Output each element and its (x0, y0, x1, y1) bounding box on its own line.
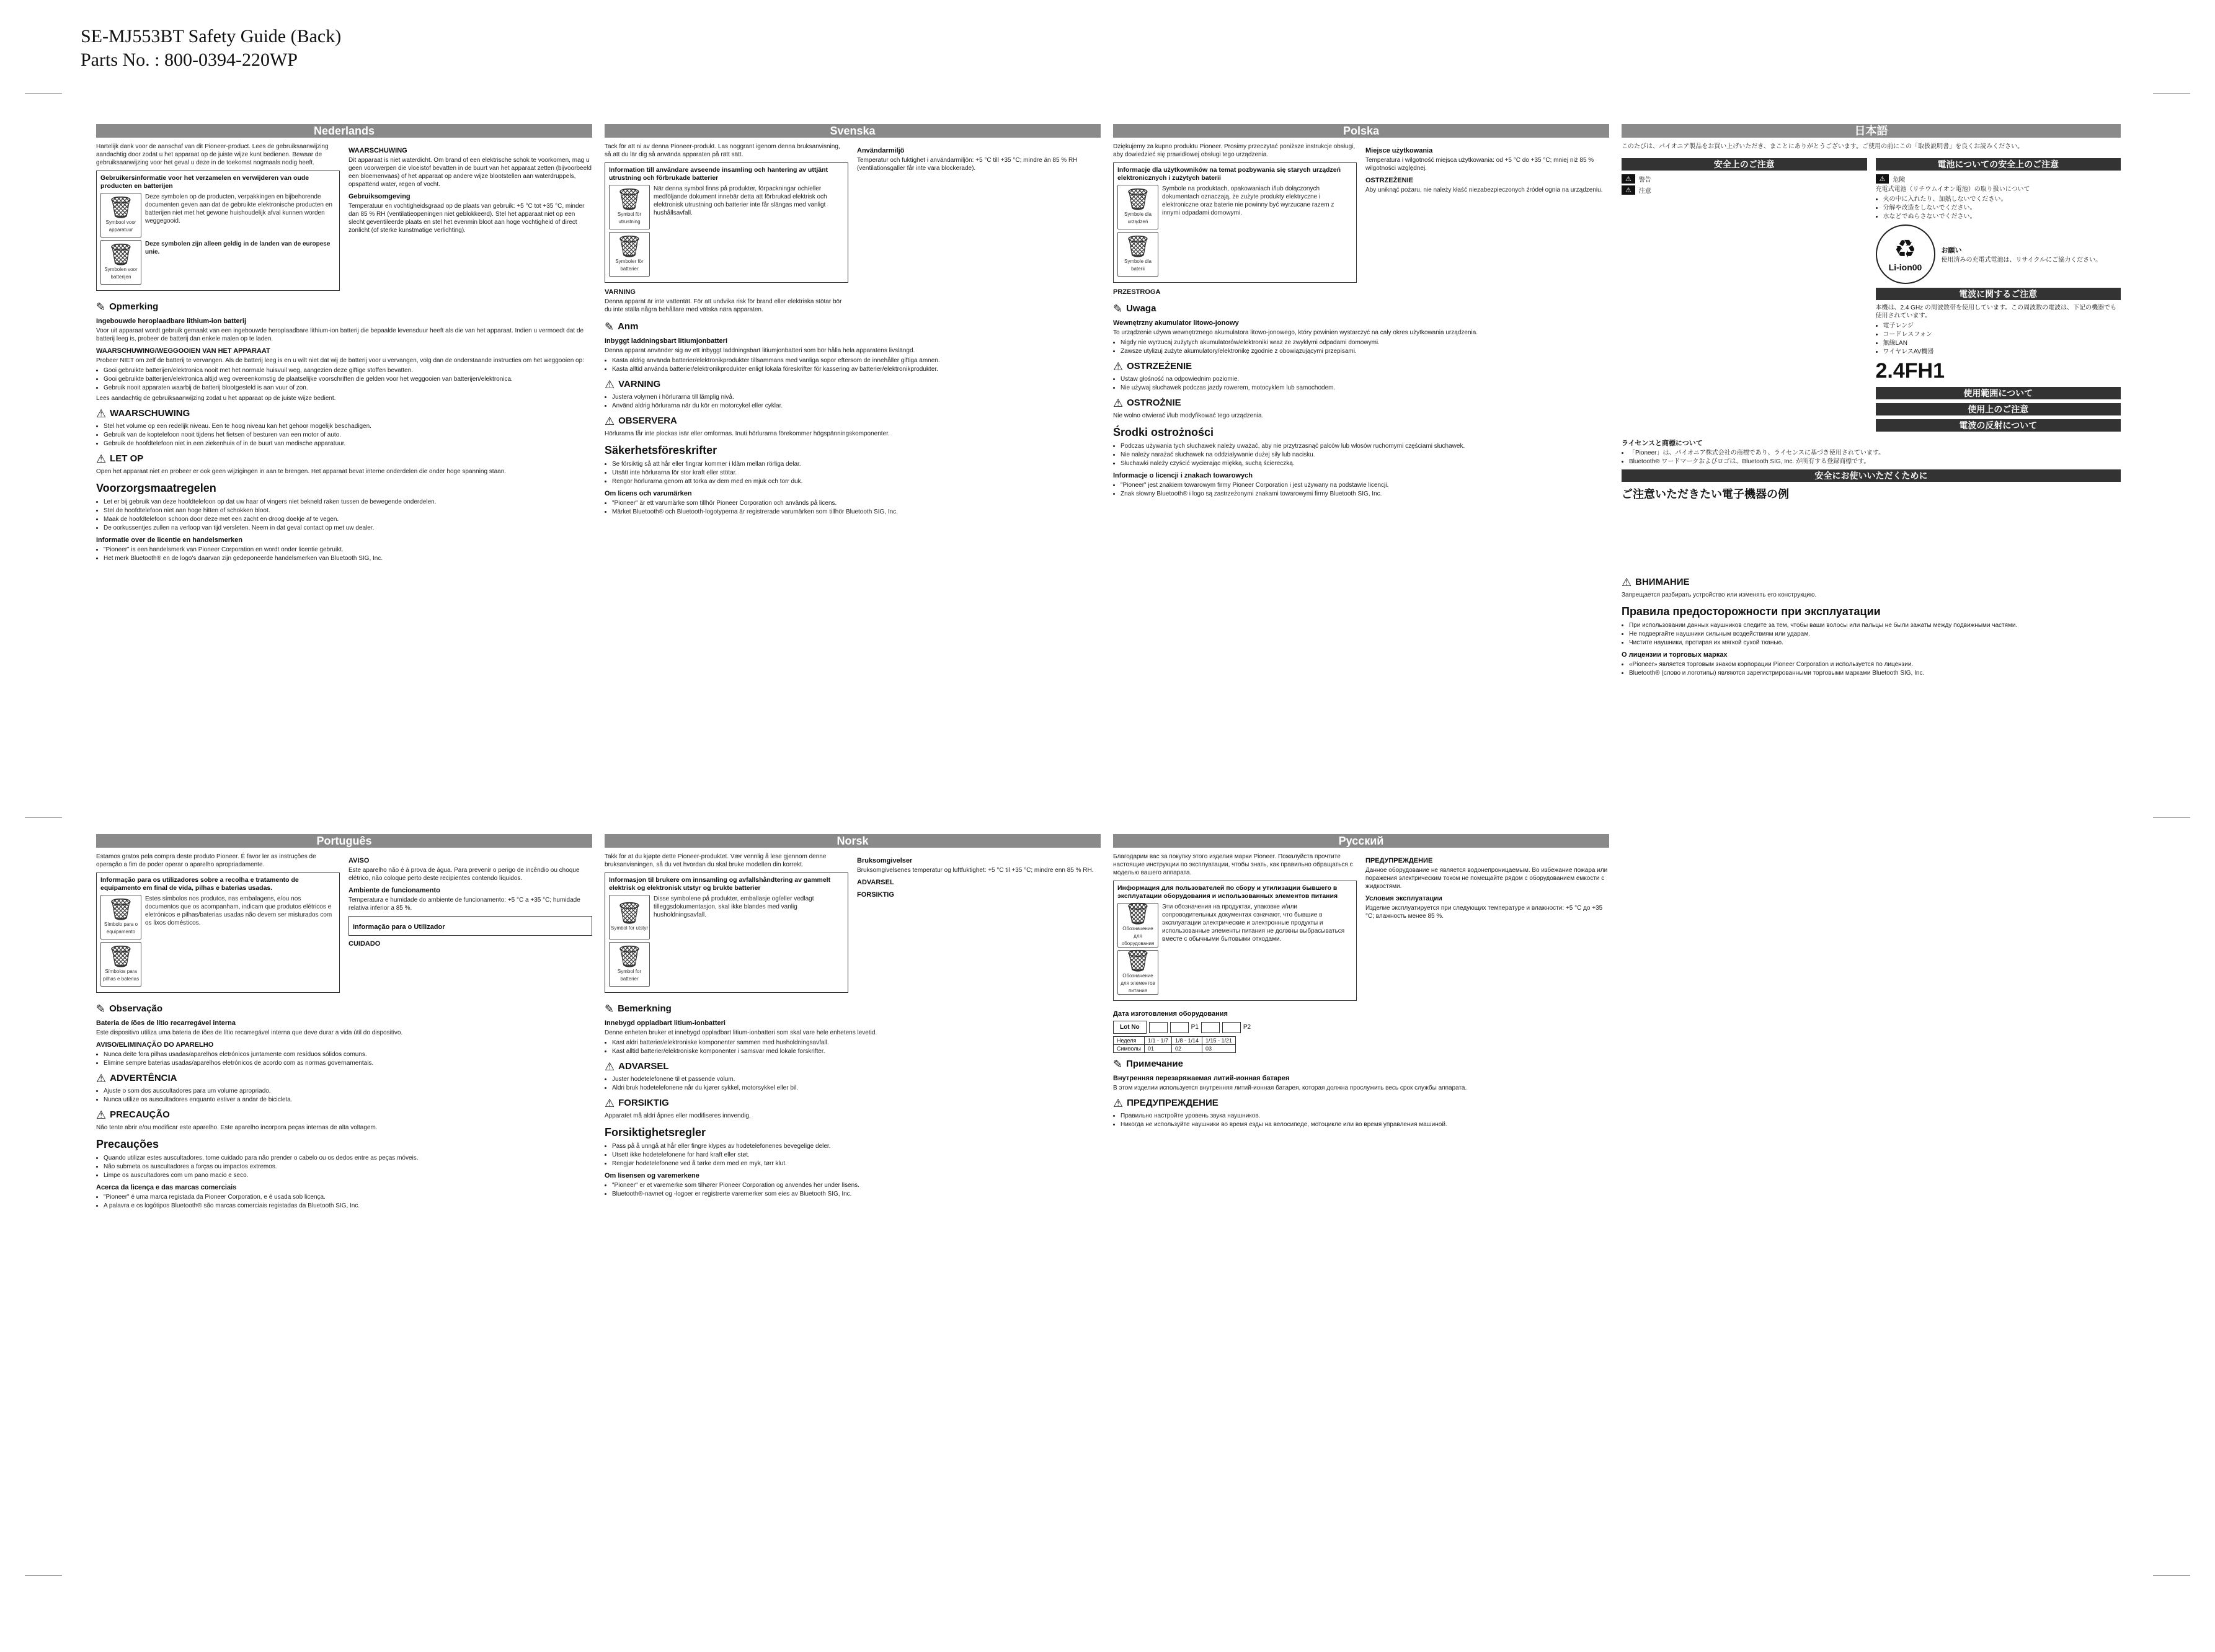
caution-text: Hörlurarna får inte plockas isär eller omformas. Inuti hörlurarna förekommer högspänningskomponenter. (605, 430, 890, 437)
warning-list (96, 422, 592, 448)
reflection-banner: 電波の反射について (1876, 419, 2121, 432)
list-item: • Znak słowny Bluetooth® i logo są zastrzeżonymi znakami towarowymi firmy Bluetooth SIG, Inc. (1121, 490, 1609, 498)
crossed-bin-icon: 🗑 Symbool voor apparatuur (100, 193, 141, 238)
precautions-heading: Forsiktighetsregler (605, 1126, 706, 1139)
ru-caution-text: Запрещается разбирать устройство или изменять его конструкцию. (1622, 592, 1817, 598)
environment-title: Gebruiksomgeving (348, 193, 411, 200)
list-item: • Słuchawki należy czyścić wycierając miękką, suchą ściereczką. (1121, 460, 1609, 468)
disposal-info-box (96, 171, 340, 291)
warning-list (605, 1075, 1101, 1092)
panel-svenska (605, 124, 1101, 806)
note-icon: ✎ (605, 1003, 615, 1015)
list-item: • Stel de hoofdtelefoon niet aan hoge hitten of schokken bloot. (104, 507, 592, 515)
document-header (81, 25, 341, 72)
battery-subtitle: Ingebouwde heroplaadbare lithium-ion batterij (96, 318, 247, 325)
disposal-subtitle: WAARSCHUWING/WEGGOOIEN VAN HET APPARAAT (96, 347, 270, 355)
disposal-info-box (96, 873, 340, 993)
warning-triangle-icon: ⚠ (1113, 360, 1124, 373)
warning-triangle-icon: ⚠ (1622, 576, 1632, 588)
list-item: • Gooi gebruikte batterijen/elektronica altijd weg overeenkomstig de plaatselijke voorschriften die gelden voor het weggooien van batterijen/elektronica. (104, 375, 592, 383)
disposal-list (605, 1039, 1101, 1055)
license-list (96, 1193, 592, 1210)
list-item: • Nie używaj słuchawek podczas jazdy rowerem, motocyklem lub samochodem. (1121, 384, 1609, 392)
crossed-bin-icon: 🗑 Symbole dla urządzeń (1117, 185, 1158, 229)
list-item: • 電子レンジ (1883, 322, 2121, 330)
box-text: Эти обозначения на продуктах, упаковке и/или сопроводительных документах означают, что бывшие в эксплуатации электрические и электронные продукты и использованные элементы питания не должны выбрасываться вместе с обычными бытовыми отходами. (1162, 904, 1345, 943)
note-heading: ✎ Observação (96, 1003, 162, 1015)
list-item: • Het merk Bluetooth® en de logo's daarvan zijn gedeponeerde handelsmerken van Bluetooth SIG, Inc. (104, 554, 592, 562)
list-item: • Nunca deite fora pilhas usadas/aparelhos eletrónicos juntamente com resíduos sólidos comuns. (104, 1050, 592, 1059)
list-item: • Не подвергайте наушники сильным воздействиям или ударам. (1629, 630, 2121, 638)
warning-triangle-icon: ⚠ (605, 378, 615, 391)
list-item: • Let er bij gebruik van deze hoofdtelefoon op dat uw haar of vingers niet bekneld raken tussen de bewegende onderdelen. (104, 498, 592, 506)
caution-heading: ⚠ OSTROŻNIE (1113, 397, 1181, 409)
ru-license-list (1622, 660, 2121, 677)
p1-label: P1 (1191, 1024, 1199, 1031)
list-item: • Não submeta os auscultadores a forças ou impactos extremos. (104, 1163, 592, 1171)
crop-mark-top-right (2153, 93, 2190, 94)
battery-subtitle: Bateria de íões de lítio recarregável interna (96, 1019, 236, 1027)
precautions-list (605, 1142, 1101, 1168)
battery-subtitle: Внутренняя перезаряжаемая литий-ионная батарея (1113, 1075, 1290, 1082)
list-item: • Aldri bruk hodetelefonene når du kjører sykkel, motorsykkel eller bil. (612, 1084, 1101, 1092)
list-item: • При использовании данных наушников следите за тем, чтобы ваши волосы или пальцы не были зажаты между подвижными частями. (1629, 621, 2121, 629)
list-item: • Правильно настройте уровень звука наушников. (1121, 1112, 1609, 1120)
danger-sign: ⚠ 危険 (1876, 174, 2121, 184)
usage-banner: 使用上のご注意 (1876, 403, 2121, 415)
warning-title: AVISO (348, 857, 370, 864)
box-title: Information till användare avseende insamling och hantering av uttjänt utrustning och förbrukade batterier (609, 166, 828, 182)
note-icon: ✎ (1113, 303, 1123, 315)
warning-list (1113, 1112, 1609, 1129)
list-item: • Rengör hörlurarna genom att torka av dem med en mjuk och torr duk. (612, 477, 1101, 486)
disposal-subtitle: AVISO/ELIMINAÇÃO DO APARELHO (96, 1041, 214, 1049)
panel-header: Русский (1113, 834, 1609, 848)
lot-cell (1222, 1022, 1241, 1033)
license-subtitle: Informatie over de licentie en handelsmerken (96, 536, 242, 544)
note-heading: ✎ Anm (605, 321, 639, 333)
license-list (96, 546, 592, 562)
panel-japanese (1622, 124, 2121, 1569)
document-title: SE-MJ553BT Safety Guide (Back) (81, 26, 342, 47)
crop-mark-top-left (25, 93, 62, 94)
list-item: • "Pioneer" jest znakiem towarowym firmy Pioneer Corporation i jest używany na podstawie licencji. (1121, 481, 1609, 489)
note-icon: ✎ (1113, 1058, 1123, 1070)
battery-text: Denne enheten bruker et innebygd oppladbart litium-ionbatteri som skal vare hele enhetens levetid. (605, 1029, 877, 1036)
ru-caution-heading: ⚠ ВНИМАНИЕ (1622, 576, 1690, 588)
list-item: • Märket Bluetooth® och Bluetooth-logotyperna är registrerade varumärken som tillhör Bluetooth SIG, Inc. (612, 508, 1101, 516)
danger-text: 充電式電池（リチウムイオン電池）の取り扱いについて (1875, 186, 2030, 193)
p2-label: P2 (1243, 1024, 1251, 1031)
warning-sign: ⚠ 警告 (1622, 174, 1867, 184)
list-item: • Kast alltid batterier/elektroniske komponenter i samsvar med lokale forskrifter. (612, 1047, 1101, 1055)
radio-text: 本機は、2.4 GHz の周波数帯を使用しています。この周波数の電波は、下記の機器でも使用されています。 (1875, 304, 2117, 319)
list-item: • Justera volymen i hörlurarna till lämplig nivå. (612, 393, 1101, 401)
recycle-icon: ♻ Li-ion00 (1876, 224, 1935, 284)
battery-bin-icon: 🗑 Symbole dla baterii (1117, 232, 1158, 277)
list-item: • Juster hodetelefonene til et passende volum. (612, 1075, 1101, 1083)
frequency-label: 2.4FH1 (1875, 359, 1945, 383)
warning-list (96, 1087, 592, 1104)
license-subtitle: Om lisensen og varemerkene (605, 1172, 699, 1179)
environment-text: Temperatur och fuktighet i användarmiljön: +5 °C till +35 °C; mindre än 85 % RH (ventilationsgaller får inte vara blockerade). (857, 157, 1078, 172)
list-item: • 水などでぬらさないでください。 (1883, 213, 2121, 221)
intro-text: Hartelijk dank voor de aanschaf van dit Pioneer-product. Lees de gebruiksaanwijzing aandachtig door zodat u het apparaat op de juiste wijze kunt bedienen. Bewaar de gebruiksaanwijzing voor het geval u deze in de toekomst nogmaals nodig heeft. (96, 143, 329, 166)
manufacture-date-title: Дата изготовления оборудования (1113, 1010, 1228, 1018)
battery-list (1876, 195, 2121, 221)
disposal-info-box (605, 873, 848, 993)
list-item: • Kasta alltid använda batterier/elektronikprodukter enligt lokala föreskrifter för kassering av batterier/elektronikprodukter. (612, 365, 1101, 373)
warning-text: Este aparelho não é à prova de água. Para prevenir o perigo de incêndio ou choque elétrico, não coloque perto deste recipientes contendo líquidos. (348, 867, 580, 882)
warning-triangle-icon: ⚠ (96, 407, 107, 420)
environment-title: Användarmiljö (857, 147, 905, 154)
intro-text: Takk for at du kjøpte dette Pioneer-produktet. Vær vennlig å lese gjennom denne bruksanvisningen, så du vet hvordan du skal bruke modellen din korrekt. (605, 853, 827, 868)
list-item: • Zawsze utylizuj zużyte akumulatory/elektronikę zgodnie z obowiązującymi przepisami. (1121, 347, 1609, 355)
environment-title: Условия эксплуатации (1365, 895, 1442, 902)
box-title: Informação para os utilizadores sobre a recolha e tratamento de equipamento em final de vida, pilhas e baterias usadas. (100, 876, 299, 892)
disposal-text: Probeer NIET om zelf de batterij te vervangen. Als de batterij leeg is en u wilt niet dat wij de batterij voor u vervangen, volg dan de onderstaande instructies om het weggooien op: (96, 357, 584, 364)
note-icon: ✎ (96, 301, 106, 313)
caution-heading: ⚠ LET OP (96, 453, 144, 465)
disposal-info-box (605, 162, 848, 283)
list-item: • "Pioneer" er et varemerke som tilhører Pioneer Corporation og anvendes her under lisens. (612, 1181, 1101, 1189)
license-subtitle: Informacje o licencji i znakach towarowych (1113, 472, 1253, 479)
list-item: • Ajuste o som dos auscultadores para um volume apropriado. (104, 1087, 592, 1095)
warning-title: ADVARSEL (857, 879, 894, 886)
caution-text: Nie wolno otwierać i/lub modyfikować tego urządzenia. (1113, 412, 1264, 419)
crossed-bin-icon: 🗑 Symbol for utstyr (609, 895, 650, 939)
list-item: • Stel het volume op een redelijk niveau. Een te hoog niveau kan het gehoor mogelijk beschadigen. (104, 422, 592, 430)
list-item: • Använd aldrig hörlurarna när du kör en motorcykel eller cyklar. (612, 402, 1101, 410)
warning-heading: ⚠ ADVARSEL (605, 1060, 669, 1073)
caution-title: FORSIKTIG (857, 891, 894, 899)
list-item: • Bluetooth® (слово и логотипы) являются зарегистрированными торговыми марками Bluetooth SIG, Inc. (1629, 669, 2121, 677)
list-item: • Kast aldri batterier/elektroniske komponenter sammen med husholdningsavfall. (612, 1039, 1101, 1047)
caution-title: CUIDADO (348, 940, 381, 948)
precautions-heading: Środki ostrożności (1113, 426, 1214, 438)
list-item: • Ustaw głośność na odpowiednim poziomie. (1121, 375, 1609, 383)
list-item: • "Pioneer" is een handelsmerk van Pioneer Corporation en wordt onder licentie gebruikt. (104, 546, 592, 554)
list-item: • Maak de hoofdtelefoon schoon door deze met een zacht en droog doekje af te vegen. (104, 515, 592, 523)
license-subtitle: Om licens och varumärken (605, 490, 692, 497)
note-icon: ✎ (96, 1003, 106, 1015)
table-row: Неделя 1/1 - 1/7 1/8 - 1/14 1/15 - 1/21 (1114, 1037, 1236, 1045)
disposal-info-box (1113, 881, 1357, 1001)
caution-heading: ⚠ OBSERVERA (605, 415, 677, 427)
crossed-bin-icon: 🗑 Symbol för utrustning (609, 185, 650, 229)
crop-mark-middle-left (25, 817, 62, 818)
list-item: • Se försiktig så att hår eller fingrar kommer i kläm mellan rörliga delar. (612, 460, 1101, 468)
battery-text: Voor uit apparaat wordt gebruik gemaakt van een ingebouwde heroplaadbare lithium-ion batterij die bepaalde levensduur heeft als die van het apparaat. Indien u vermoedt dat de batterij leeg is, probeer de batterij dan enkele malen op te laden. (96, 327, 584, 342)
battery-bin-icon: 🗑 Símbolos para pilhas e baterias (100, 942, 141, 987)
warning-triangle-icon: ⚠ (96, 1072, 107, 1085)
list-item: • Quando utilizar estes auscultadores, tome cuidado para não prender o cabelo ou os dedos entre as peças móveis. (104, 1154, 592, 1162)
warning-triangle-icon: ⚠ (96, 1109, 107, 1121)
box-title: Информация для пользователей по сбору и утилизации бывшего в эксплуатации оборудования и использованных элементов питания (1117, 884, 1338, 900)
list-item: • Gebruik de hoofdtelefoon niet in een ziekenhuis of in de buurt van medische apparatuur. (104, 440, 592, 448)
note-heading: ✎ Примечание (1113, 1058, 1183, 1070)
list-item: • Gebruik van de koptelefoon nooit tijdens het fietsen of besturen van een motor of auto. (104, 431, 592, 439)
list-item: • Utsett ikke hodetelefonene for hard kraft eller støt. (612, 1151, 1101, 1159)
range-banner: 使用範囲について (1876, 387, 2121, 399)
ru-precautions-heading: Правила предосторожности при эксплуатации (1622, 605, 1881, 618)
license-list (1113, 481, 1609, 498)
radio-banner: 電波に関するご注意 (1876, 288, 2121, 300)
box-text: Symbole na produktach, opakowaniach i/lub dołączonych dokumentach oznaczają, że zużyte produkty elektryczne i elektroniczne oraz baterie nie powinny być wyrzucane razem z innymi odpadami domowymi. (1162, 185, 1334, 216)
panel-header: Svenska (605, 124, 1101, 138)
intro-text: Estamos gratos pela compra deste produto Pioneer. É favor ler as instruções de operação a fim de poder operar o aparelho apropriadamente. (96, 853, 316, 868)
list-item: • Gebruik nooit apparaten waarbij de batterij blootgesteld is aan vuur of zon. (104, 384, 592, 392)
list-item: • 火の中に入れたり、加熱しないでください。 (1883, 195, 2121, 203)
intro-text: Tack för att ni av denna Pioneer-produkt. Las noggrant igenom denna bruksanvisning, så att du lär dig så använda apparaten på rätt sätt. (605, 143, 840, 158)
license-subtitle: ライセンスと商標について (1622, 440, 1703, 447)
note-heading: ✎ Uwaga (1113, 303, 1156, 315)
note-heading: ✎ Bemerkning (605, 1003, 672, 1015)
warning-triangle-icon: ⚠ (1622, 185, 1635, 195)
warning-list (605, 393, 1101, 410)
environment-text: Bruksomgivelsenes temperatur og luftfuktighet: +5 °C til +35 °C; mindre enn 85 % RH. (857, 867, 1094, 874)
environment-title: Bruksomgivelser (857, 857, 913, 864)
precautions-list (1113, 442, 1609, 468)
crop-mark-bottom-right (2153, 1575, 2190, 1576)
disposal-list (96, 1050, 592, 1067)
crop-mark-bottom-left (25, 1575, 62, 1576)
intro-text: このたびは、パイオニア製品をお買い上げいただき、まことにありがとうございます。ご使用の前にこの「取扱説明書」を良くお読みください。 (1622, 143, 2024, 150)
crop-mark-middle-right (2153, 817, 2190, 818)
safety-banner: 安全上のご注意 (1622, 158, 1867, 171)
panel-header: 日本語 (1622, 124, 2121, 138)
intro-text: Благодарим вас за покупку этого изделия марки Pioneer. Пожалуйста прочтите настоящие инструкции по эксплуатации, чтобы знать, как правильно обращаться с моделью вашего аппарата. (1113, 853, 1353, 876)
battery-bin-icon: 🗑 Обозначение для элементов питания (1117, 950, 1158, 995)
battery-text: Denna apparat använder sig av ett inbyggt laddningsbart litiumjonbatteri som bör hålla hela apparatens livslängd. (605, 347, 915, 354)
list-item: • Pass på å unngå at hår eller fingre klypes av hodetelefonenes bevegelige deler. (612, 1142, 1101, 1150)
warning-list (1113, 375, 1609, 392)
precautions-list (96, 1154, 592, 1179)
battery-subtitle: Inbyggt laddningsbart litiumjonbatteri (605, 337, 727, 345)
box-text: Disse symbolene på produkter, emballasje og/eller vedlagt tilleggsdokumentasjon, skal ikke blandes med vanlig husholdningsavfall. (654, 895, 814, 918)
warning-heading: ⚠ WAARSCHUWING (96, 407, 190, 420)
box-text-2: Deze symbolen zijn alleen geldig in de landen van de europese unie. (145, 241, 331, 255)
list-item: • Nigdy nie wyrzucaj zużytych akumulatorów/elektroniki wraz ze zwykłymi odpadami domowymi. (1121, 339, 1609, 347)
list-item: • Bluetooth®-navnet og -logoer er registrerte varemerker som eies av Bluetooth SIG, Inc. (612, 1190, 1101, 1198)
safe-use-banner: 安全にお使いいただくために (1622, 469, 2121, 482)
table-row: Символы 01 02 03 (1114, 1045, 1236, 1053)
battery-bin-icon: 🗑 Symboler för batterier (609, 232, 650, 277)
list-item: • De oorkussentjes zullen na verloop van tijd versleten. Neem in dat geval contact op met uw dealer. (104, 524, 592, 532)
ru-license-subtitle: О лицензии и торговых марках (1622, 651, 1728, 659)
list-item: • Никогда не используйте наушники во время езды на велосипеде, мотоцикле или во время управления машиной. (1121, 1121, 1609, 1129)
panel-header: Português (96, 834, 592, 848)
list-item: • Elimine sempre baterias usadas/aparelhos eletrónicos de acordo com as normas governamentais. (104, 1059, 592, 1067)
list-item: • "Pioneer" är ett varumärke som tillhör Pioneer Corporation och används på licens. (612, 499, 1101, 507)
device-examples-heading: ご注意いただきたい電子機器の例 (1622, 488, 1789, 500)
environment-text: Изделие эксплуатируется при следующих температуре и влажности: +5 °C до +35 °C; влажность менее 85 %. (1365, 905, 1603, 920)
note-icon: ✎ (605, 321, 615, 333)
note-heading: ✎ Opmerking (96, 301, 159, 313)
license-list (605, 499, 1101, 516)
warning-triangle-icon: ⚠ (605, 415, 615, 427)
caution-sign: ⚠ 注意 (1622, 185, 1867, 195)
caution-text: Não tente abrir e/ou modificar este aparelho. Este aparelho incorpora peças internas de alta voltagem. (96, 1124, 378, 1131)
warning-triangle-icon: ⚠ (1113, 1097, 1124, 1109)
warning-title: VARNING (605, 288, 636, 296)
disposal-list (1113, 339, 1609, 355)
panel-header: Nederlands (96, 124, 592, 138)
environment-text: Temperatura e humidade do ambiente de funcionamento: +5 °C a +35 °C; humidade relativa inferior a 85 %. (348, 897, 580, 912)
license-subtitle: Acerca da licença e das marcas comerciais (96, 1184, 237, 1191)
list-item: • "Pioneer" é uma marca registada da Pioneer Corporation, e é usada sob licença. (104, 1193, 592, 1201)
environment-text: Temperatura i wilgotność miejsca użytkowania: od +5 °C do +35 °C; mniej niż 85 % wilgotności względnej. (1365, 157, 1594, 172)
precautions-list (605, 460, 1101, 486)
panel-header: Polska (1113, 124, 1609, 138)
list-item: • 無線LAN (1883, 339, 2121, 347)
disposal-info-box (1113, 162, 1357, 283)
user-info-box: Informação para o Utilizador (348, 916, 592, 936)
battery-safety-banner: 電池についての安全上のご注意 (1876, 158, 2121, 171)
caution-heading: ⚠ PRECAUÇÃO (96, 1109, 170, 1121)
warning-heading: ⚠ ПРЕДУПРЕЖДЕНИЕ (1113, 1097, 1218, 1109)
warning-heading: ⚠ VARNING (605, 378, 661, 391)
battery-text: To urządzenie używa wewnętrznego akumulatora litowo-jonowego, który powinien wystarczyć na cały okres użytkowania urządzenia. (1113, 329, 1478, 336)
crossed-bin-icon: 🗑 Обозначение для оборудования (1117, 903, 1158, 948)
box-title: Informacje dla użytkowników na temat pozbywania się starych urządzeń elektronicznych i zużytych baterii (1117, 166, 1341, 182)
week-code-table (1113, 1036, 1236, 1053)
lot-number-label: Lot No (1113, 1021, 1147, 1034)
panel-polska (1113, 124, 1609, 806)
list-item: • Bluetooth® ワードマークおよびロゴは、Bluetooth SIG, Inc. が所有する登録商標です。 (1629, 458, 2121, 466)
caution-heading: ⚠ FORSIKTIG (605, 1097, 669, 1109)
battery-subtitle: Innebygd oppladbart litium-ionbatteri (605, 1019, 726, 1027)
caution-text: Open het apparaat niet en probeer er ook geen wijzigingen in aan te brengen. Het apparaat bevat interne onderdelen die onder hoge spanning staan. (96, 468, 507, 475)
lot-cell (1149, 1022, 1168, 1033)
disposal-list (605, 357, 1101, 373)
radio-list (1876, 322, 2121, 356)
lot-number-diagram (1113, 1021, 1609, 1034)
list-item: • «Pioneer» является торговым знаком корпорации Pioneer Corporation и используется по лицензии. (1629, 660, 2121, 668)
warning-triangle-icon: ⚠ (605, 1097, 615, 1109)
license-list (1622, 449, 2121, 466)
panel-nederlands (96, 124, 592, 806)
warning-text: Данное оборудование не является водонепроницаемым. Во избежание пожара или поражения электрическим током не помещайте рядом с оборудованием емкости с жидкостями. (1365, 867, 1608, 890)
list-item: • Rengjør hodetelefonene ved å tørke dem med en myk, tørr klut. (612, 1160, 1101, 1168)
warning-text: Dit apparaat is niet waterdicht. Om brand of een elektrische schok te voorkomen, mag u geen voorwerpen die vloeistof bevatten in de buurt van het apparaat zetten (bijvoorbeeld een bloemenvaas) of het apparaat op andere wijze blootstellen aan waterdruppels, opspattend water, regen of vocht. (348, 157, 592, 188)
warning-title: ПРЕДУПРЕЖДЕНИЕ (1365, 857, 1433, 864)
read-manual-text: Lees aandachtig de gebruiksaanwijzing zodat u het apparaat op de juiste wijze bedient. (96, 395, 336, 402)
warning-triangle-icon: ⚠ (1622, 174, 1635, 184)
caution-text: Apparatet må aldri åpnes eller modifiseres innvendig. (605, 1112, 751, 1119)
box-text: Estes símbolos nos produtos, nas embalagens, e/ou nos documentos que os acompanham, indicam que produtos elétricos e eletrónicos e pilhas/baterias usadas não devem ser misturados com os lixos domésticos. (145, 895, 332, 926)
battery-bin-icon: 🗑 Symbol for batterier (609, 942, 650, 987)
parts-number: Parts No. : 800-0394-220WP (81, 50, 298, 70)
warning-title: WAARSCHUWING (348, 147, 407, 154)
warning-text: Denna apparat är inte vattentät. För att undvika risk för brand eller elektriska stötar bör du inte ställa några behållare med vätska nära apparaten. (605, 298, 842, 313)
request-title: お願い (1941, 247, 1962, 254)
recycle-text: 使用済みの充電式電池は、リサイクルにご協力ください。 (1941, 257, 2102, 264)
battery-text: В этом изделии используется внутренняя литий-ионная батарея, которая должна прослужить весь срок службы аппарата. (1113, 1085, 1467, 1091)
lot-cell (1201, 1022, 1220, 1033)
disposal-list (96, 366, 592, 392)
list-item: • Nunca utilize os auscultadores enquanto estiver a andar de bicicleta. (104, 1096, 592, 1104)
warning-title: OSTRZEŻENIE (1365, 177, 1414, 184)
list-item: • Nie należy narażać słuchawek na oddziaływanie dużej siły lub nacisku. (1121, 451, 1609, 459)
warning-heading: ⚠ OSTRZEŻENIE (1113, 360, 1192, 373)
precautions-heading: Precauções (96, 1138, 159, 1150)
list-item: • Gooi gebruikte batterijen/elektronica nooit met het normale huisvuil weg, aangezien deze giftige stoffen bevatten. (104, 366, 592, 375)
lot-cell (1170, 1022, 1189, 1033)
list-item: • Kasta aldrig använda batterier/elektronikprodukter tillsammans med vanliga sopor eftersom de innehåller giftiga ämnen. (612, 357, 1101, 365)
crossed-bin-icon: 🗑 Símbolo para o equipamento (100, 895, 141, 939)
warning-triangle-icon: ⚠ (96, 453, 107, 465)
environment-title: Ambiente de funcionamento (348, 887, 440, 894)
battery-subtitle: Wewnętrzny akumulator litowo-jonowy (1113, 319, 1239, 327)
warning-triangle-icon: ⚠ (1876, 174, 1889, 184)
list-item: • コードレスフォン (1883, 331, 2121, 339)
box-title: Gebruikersinformatie voor het verzamelen en verwijderen van oude producten en batterijen (100, 174, 309, 190)
environment-text: Temperatuur en vochtigheidsgraad op de plaats van gebruik: +5 °C tot +35 °C, minder dan 85 % RH (ventilatieopeningen niet geblokkeerd). Stel het apparaat niet op een slecht geventileerde plaats en stel het evenmin bloot aan hoge vochtigheid of direct zonlicht (of sterke kunstmatige verlichting). (348, 203, 585, 234)
ru-precautions-list (1622, 621, 2121, 647)
precautions-list (96, 498, 592, 532)
warning-triangle-icon: ⚠ (1113, 397, 1124, 409)
list-item: • ワイヤレスAV機器 (1883, 348, 2121, 356)
list-item: • Чистите наушники, протирая их мягкой сухой тканью. (1629, 639, 2121, 647)
panel-header: Norsk (605, 834, 1101, 848)
box-title: Informasjon til brukere om innsamling og avfallshåndtering av gammelt elektrisk og elektronisk utstyr og brukte batterier (609, 876, 831, 892)
list-item: • Limpe os auscultadores com um pano macio e seco. (104, 1171, 592, 1179)
license-list (605, 1181, 1101, 1198)
battery-text: Este dispositivo utiliza uma bateria de íões de lítio recarregável interna que deve durar a vida útil do dispositivo. (96, 1029, 403, 1036)
caution-title: PRZESTROGA (1113, 288, 1161, 296)
box-text: Deze symbolen op de producten, verpakkingen en bijbehorende documenten geven aan dat de gebruikte elektronische producten en batterijen niet met het gewone huishoudelijk afval kunnen worden weggegooid. (145, 193, 332, 224)
environment-title: Miejsce użytkowania (1365, 147, 1433, 154)
precautions-heading: Säkerhetsföreskrifter (605, 444, 717, 456)
warning-heading: ⚠ ADVERTÊNCIA (96, 1072, 177, 1085)
intro-text: Dziękujemy za kupno produktu Pioneer. Prosimy przeczytać poniższe instrukcje obsługi, aby dowiedzieć się prawidłowej obsługi tego urządzenia. (1113, 143, 1356, 158)
list-item: • Podczas używania tych słuchawek należy uważać, aby nie przytrzasnąć palców lub włosów ruchomymi częściami słuchawek. (1121, 442, 1609, 450)
list-item: • Utsätt inte hörlurarna för stor kraft eller stötar. (612, 469, 1101, 477)
warning-text: Aby uniknąć pożaru, nie należy kłaść niezabezpieczonych źródeł ognia na urządzeniu. (1365, 187, 1603, 193)
panel-portugues (96, 834, 592, 1566)
warning-triangle-icon: ⚠ (605, 1060, 615, 1073)
box-text: När denna symbol finns på produkter, förpackningar och/eller medföljande dokument innebär detta att förbrukad elektrisk och elektronisk utrustning och batterier inte får slängas med vanligt hushållsavfall. (654, 185, 827, 216)
panel-norsk (605, 834, 1101, 1566)
battery-bin-icon: 🗑 Symbolen voor batterijen (100, 240, 141, 285)
precautions-heading: Voorzorgsmaatregelen (96, 482, 216, 494)
panel-russkiy (1113, 834, 1609, 1566)
list-item: • 分解や改造をしないでください。 (1883, 204, 2121, 212)
list-item: • 「Pioneer」は、パイオニア株式会社の商標であり、ライセンスに基づき使用されています。 (1629, 449, 2121, 457)
list-item: • A palavra e os logótipos Bluetooth® são marcas comerciais registadas da Bluetooth SIG, Inc. (104, 1202, 592, 1210)
